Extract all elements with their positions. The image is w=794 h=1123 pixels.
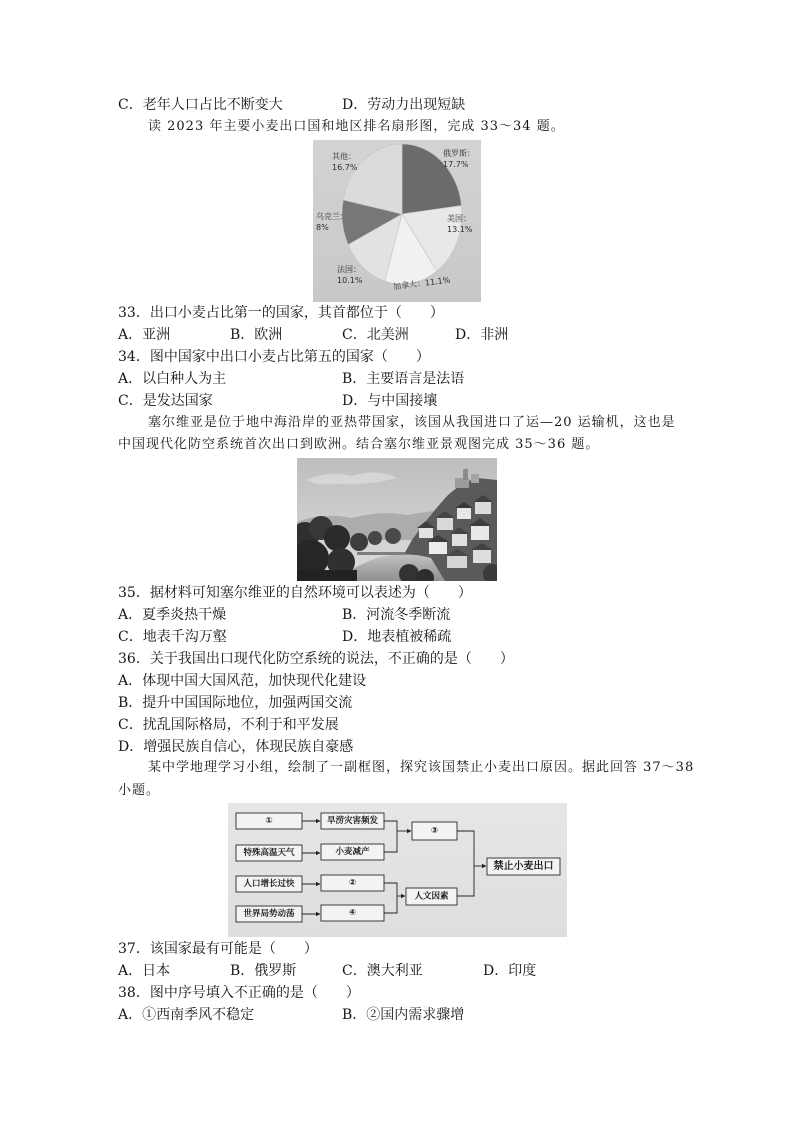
pie-label-russia-name: 俄罗斯 xyxy=(443,149,467,158)
pie-label-canada-percent: 11.1% xyxy=(424,275,451,288)
pie-label-others-percent: 16.7% xyxy=(332,163,358,172)
flowchart-svg xyxy=(228,803,567,937)
intro-35-36-line-2: 中国现代化防空系统首次出口到欧洲。结合塞尔维亚景观图完成 35～36 题。 xyxy=(118,437,600,452)
q34-option-a: A．以白种人为主 xyxy=(118,371,227,387)
q36-option-b: B．提升中国国际地位，加强两国交流 xyxy=(118,695,353,711)
q33-option-a: A．亚洲 xyxy=(118,327,171,343)
intro-37-38-line-1: 某中学地理学习小组，绘制了一副框图，探究该国禁止小麦出口原因。据此回答 37～38 xyxy=(148,760,695,775)
q35-option-a: A．夏季炎热干燥 xyxy=(118,607,227,623)
q37-option-a: A．日本 xyxy=(118,963,171,979)
pie-label-separator: ： xyxy=(353,265,361,274)
q33-option-c: C．北美洲 xyxy=(342,327,409,343)
box-natural-group-label: ③ xyxy=(430,826,439,836)
box-cause-2-label: 特殊高温天气 xyxy=(243,848,295,858)
q36-option-c: C．扰乱国际格局，不利于和平发展 xyxy=(118,717,339,733)
q34-option-c: C．是发达国家 xyxy=(118,393,213,409)
pie-label-usa-percent: 13.1% xyxy=(447,225,473,234)
prev-option-c: C．老年人口占比不断变大 xyxy=(118,97,283,113)
bridge xyxy=(357,552,405,555)
pie-label-france xyxy=(337,264,362,286)
q35-option-d: D．地表植被稀疏 xyxy=(342,629,452,645)
q37-option-d: D．印度 xyxy=(483,963,537,979)
intro-35-36-line-1: 塞尔维亚是位于地中海沿岸的亚热带国家，该国从我国进口了运—20 运输机，这也是 xyxy=(148,415,676,430)
pie-label-france-name: 法国 xyxy=(337,265,353,274)
box-cause-1-label: ① xyxy=(265,816,273,826)
q35-stem: 35．据材料可知塞尔维亚的自然环境可以表述为（ ） xyxy=(118,585,472,601)
wheat-export-ban-flowchart xyxy=(228,803,567,937)
wheat-export-pie-chart xyxy=(313,140,481,302)
pie-label-canada-name: 加拿大 xyxy=(392,279,418,292)
photo-svg xyxy=(297,458,497,581)
q36-option-a: A．体现中国大国风范，加快现代化建设 xyxy=(118,673,367,689)
pie-label-usa-name: 美国 xyxy=(447,214,463,223)
pie-label-others-name: 其他 xyxy=(332,152,348,161)
pie-label-separator: ： xyxy=(463,214,471,223)
pie-label-separator: ： xyxy=(340,212,348,221)
q34-stem: 34．图中国家中出口小麦占比第五的国家（ ） xyxy=(118,349,430,365)
q38-option-b: B．②国内需求骤增 xyxy=(342,1007,465,1023)
q35-option-b: B．河流冬季断流 xyxy=(342,607,451,623)
bracket-natural xyxy=(384,821,397,852)
pie-label-usa xyxy=(447,213,472,235)
q33-option-b: B．欧洲 xyxy=(230,327,283,343)
q37-option-c: C．澳大利亚 xyxy=(342,963,423,979)
pie-label-ukraine-percent: 8% xyxy=(316,223,329,232)
box-cause-3-label: 人口增长过快 xyxy=(243,879,295,889)
pie-label-russia xyxy=(443,148,475,170)
pie-label-russia-percent: 17.7% xyxy=(443,160,469,169)
box-effect-4-label: ④ xyxy=(348,908,357,918)
box-effect-3-label: ② xyxy=(348,878,357,888)
q38-option-a: A．①西南季风不稳定 xyxy=(118,1007,255,1023)
q37-option-b: B．俄罗斯 xyxy=(230,963,297,979)
bracket-result xyxy=(457,831,474,896)
pie-label-france-percent: 10.1% xyxy=(337,276,363,285)
q36-option-d: D．增强民族自信心，体现民族自豪感 xyxy=(118,739,354,755)
intro-37-38-line-2: 小题。 xyxy=(118,783,161,798)
q38-stem: 38．图中序号填入不正确的是（ ） xyxy=(118,985,360,1001)
q33-option-d: D．非洲 xyxy=(455,327,509,343)
box-human-group-label: 人文因素 xyxy=(414,891,449,902)
q35-option-c: C．地表千沟万壑 xyxy=(118,629,227,645)
q37-stem: 37．该国家最有可能是（ ） xyxy=(118,941,318,957)
box-result-label: 禁止小麦出口 xyxy=(493,861,554,872)
box-cause-4-label: 世界局势动荡 xyxy=(243,909,295,919)
pie-label-separator: ： xyxy=(416,278,426,289)
box-effect-2-label: 小麦减产 xyxy=(335,847,370,857)
q34-option-b: B．主要语言是法语 xyxy=(342,371,465,387)
serbia-landscape-photo xyxy=(297,458,497,581)
pie-label-separator: ： xyxy=(467,149,475,158)
bracket-human xyxy=(384,883,397,913)
pie-label-ukraine xyxy=(316,211,348,233)
q36-stem: 36．关于我国出口现代化防空系统的说法，不正确的是（ ） xyxy=(118,651,514,667)
q33-stem: 33．出口小麦占比第一的国家，其首都位于（ ） xyxy=(118,305,444,321)
q34-option-d: D．与中国接壤 xyxy=(342,393,438,409)
pie-label-ukraine-name: 乌克兰 xyxy=(316,212,340,221)
prev-option-d: D．劳动力出现短缺 xyxy=(342,97,466,113)
pie-label-separator: ： xyxy=(348,152,356,161)
intro-33-34: 读 2023 年主要小麦出口国和地区排名扇形图，完成 33～34 题。 xyxy=(148,119,565,134)
pie-label-others xyxy=(332,151,357,173)
box-effect-1-label: 旱涝灾害频发 xyxy=(326,816,379,826)
